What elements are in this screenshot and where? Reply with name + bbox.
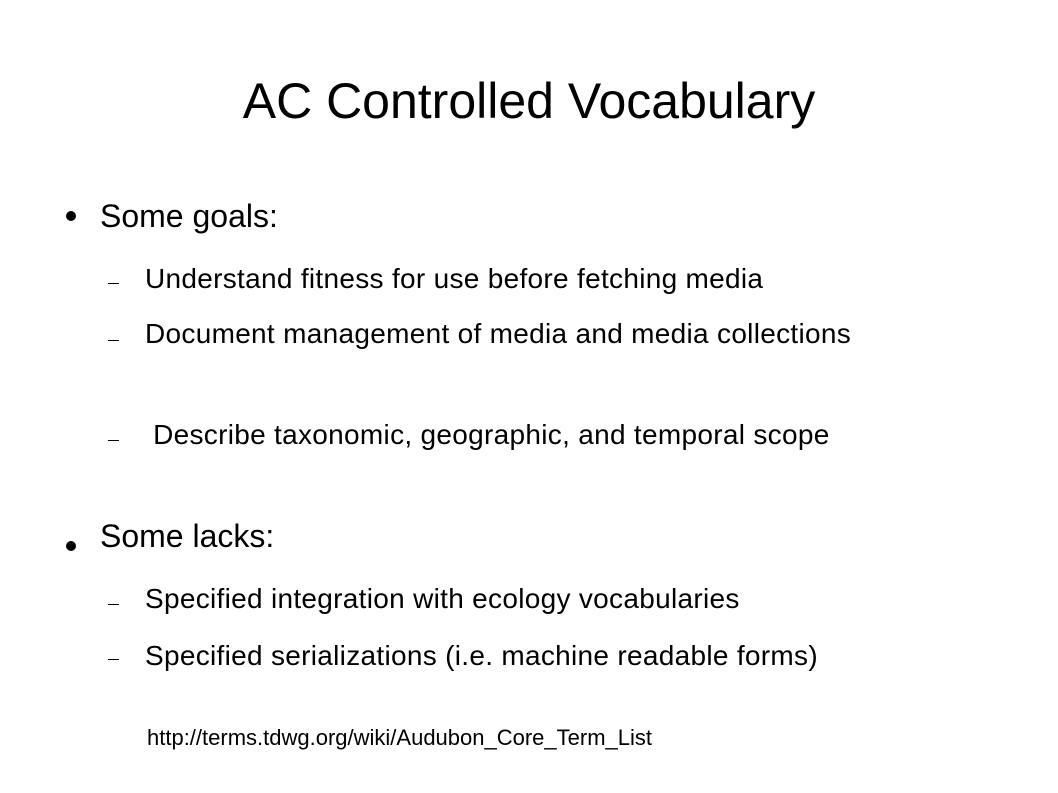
lack-item-2: Specified serializations (i.e. machine readable forms): [145, 640, 818, 671]
section-heading-lacks: Some lacks:: [100, 518, 275, 554]
dash-bullet-icon: [108, 440, 119, 441]
dash-bullet-icon: [108, 604, 119, 605]
dash-bullet-icon: [108, 659, 119, 660]
bullet-dot-icon: [66, 541, 76, 551]
dash-bullet-icon: [108, 283, 119, 284]
slide-title: AC Controlled Vocabulary: [242, 73, 816, 129]
goal-item-3: Describe taxonomic, geographic, and temporal scope: [145, 419, 830, 450]
lack-item-1: Specified integration with ecology vocabularies: [145, 583, 740, 614]
dash-bullet-icon: [108, 340, 119, 341]
goal-item-1: Understand fitness for use before fetching media: [145, 263, 764, 294]
goal-item-2: Document management of media and media collections: [145, 318, 852, 349]
bullet-dot-icon: [66, 211, 76, 221]
section-heading-goals: Some goals:: [100, 198, 278, 234]
reference-link[interactable]: http://terms.tdwg.org/wiki/Audubon_Core_Term_List: [147, 725, 653, 750]
